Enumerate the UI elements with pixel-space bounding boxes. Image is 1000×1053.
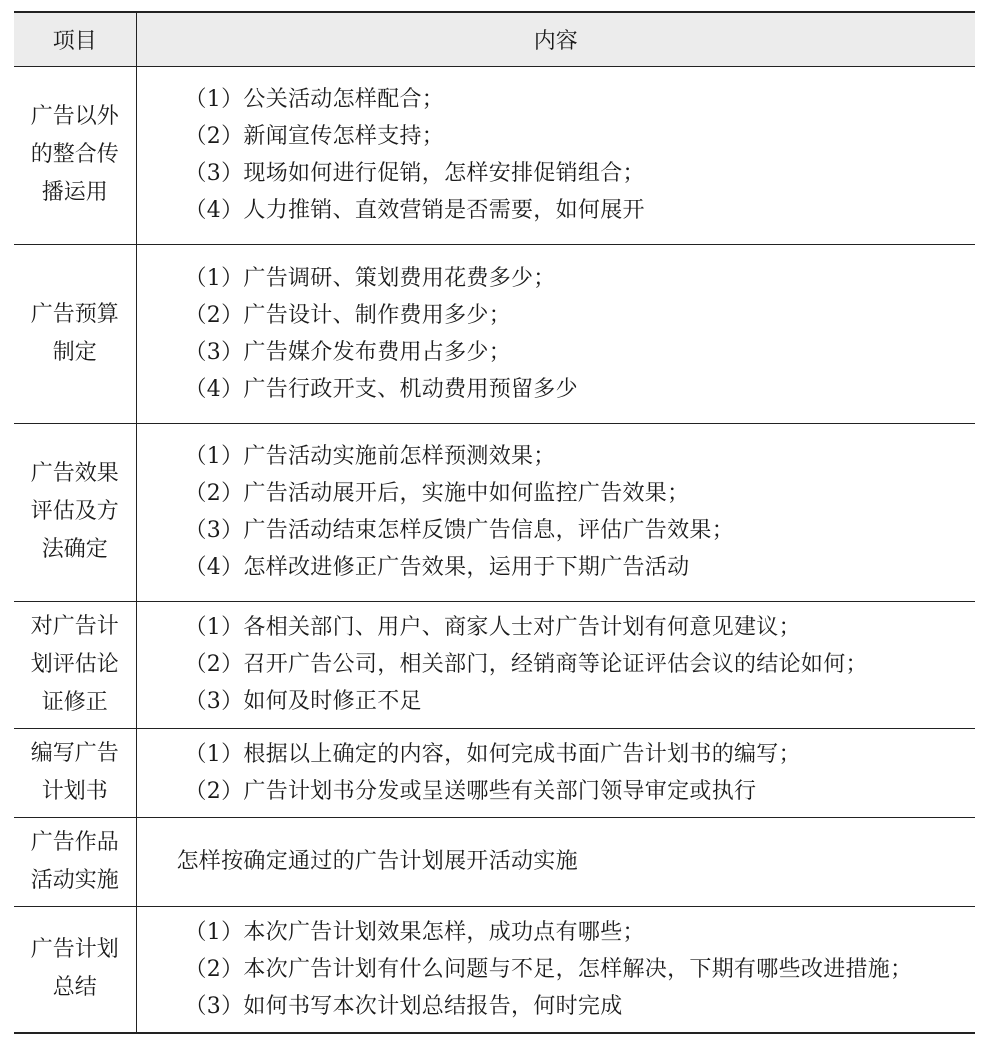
table-row <box>14 423 975 601</box>
table-row <box>14 66 975 244</box>
row-item-cell <box>14 423 136 601</box>
row-item-label: 编写广告计划书 <box>30 740 119 804</box>
row-item-label: 广告效果评估及方法确定 <box>30 461 119 562</box>
table-row <box>14 817 975 906</box>
content-line: （3）广告活动结束怎样反馈广告信息，评估广告效果； <box>184 518 734 543</box>
row-item-cell <box>14 906 136 1033</box>
table-header-row <box>14 12 975 66</box>
content-line: （1）根据以上确定的内容，如何完成书面广告计划书的编写； <box>184 741 801 767</box>
content-line: （3）现场如何进行促销，怎样安排促销组合； <box>184 161 645 186</box>
header-item: 项目 <box>14 12 136 66</box>
content-line: （1）本次广告计划效果怎样，成功点有哪些； <box>184 919 645 945</box>
row-item-label: 广告作品活动实施 <box>30 829 119 893</box>
content-line: （3）广告媒介发布费用占多少； <box>184 339 511 365</box>
table-row <box>14 601 975 728</box>
content-line: （2）广告活动展开后，实施中如何监控广告效果； <box>184 481 690 506</box>
content-line: （2）广告计划书分发或呈送哪些有关部门领导审定或执行 <box>184 778 757 804</box>
row-content-cell <box>136 244 975 423</box>
row-item-cell <box>14 244 136 423</box>
content-line: （1）公关活动怎样配合； <box>184 87 445 112</box>
row-item-label: 对广告计划评估论证修正 <box>30 613 119 715</box>
content-line: （3）如何及时修正不足 <box>184 689 422 714</box>
row-item-label: 广告预算制定 <box>30 301 119 365</box>
row-item-cell <box>14 66 136 244</box>
header-content: 内容 <box>136 12 975 66</box>
row-content-cell <box>136 423 975 601</box>
content-line: （4）广告行政开支、机动费用预留多少 <box>184 376 578 402</box>
row-content-cell <box>136 728 975 817</box>
row-item-cell <box>14 601 136 728</box>
table-row <box>14 906 975 1033</box>
content-line: （2）本次广告计划有什么问题与不足，怎样解决，下期有哪些改进措施； <box>184 956 913 982</box>
row-item-cell <box>14 728 136 817</box>
content-line: （3）如何书写本次计划总结报告，何时完成 <box>184 993 623 1019</box>
row-content-cell <box>136 601 975 728</box>
content-line: （1）广告调研、策划费用花费多少； <box>184 265 556 291</box>
content-line: （2）召开广告公司，相关部门，经销商等论证评估会议的结论如何； <box>184 652 868 677</box>
row-content-cell <box>136 66 975 244</box>
content-line: （4）怎样改进修正广告效果，运用于下期广告活动 <box>184 555 690 580</box>
row-item-label: 广告以外的整合传播运用 <box>30 104 119 205</box>
row-item-label: 广告计划总结 <box>30 937 119 1001</box>
row-content-cell <box>136 906 975 1033</box>
plan-content-table <box>14 11 975 1034</box>
table-row <box>14 728 975 817</box>
content-line: （1）各相关部门、用户、商家人士对广告计划有何意见建议； <box>184 615 801 640</box>
content-line: （1）广告活动实施前怎样预测效果； <box>184 444 556 469</box>
content-line: 怎样按确定通过的广告计划展开活动实施 <box>176 849 578 874</box>
content-line: （4）人力推销、直效营销是否需要，如何展开 <box>184 198 645 223</box>
table-row <box>14 244 975 423</box>
content-line: （2）广告设计、制作费用多少； <box>184 302 511 328</box>
row-content-cell <box>136 817 975 906</box>
content-line: （2）新闻宣传怎样支持； <box>184 124 445 149</box>
row-item-cell <box>14 817 136 906</box>
